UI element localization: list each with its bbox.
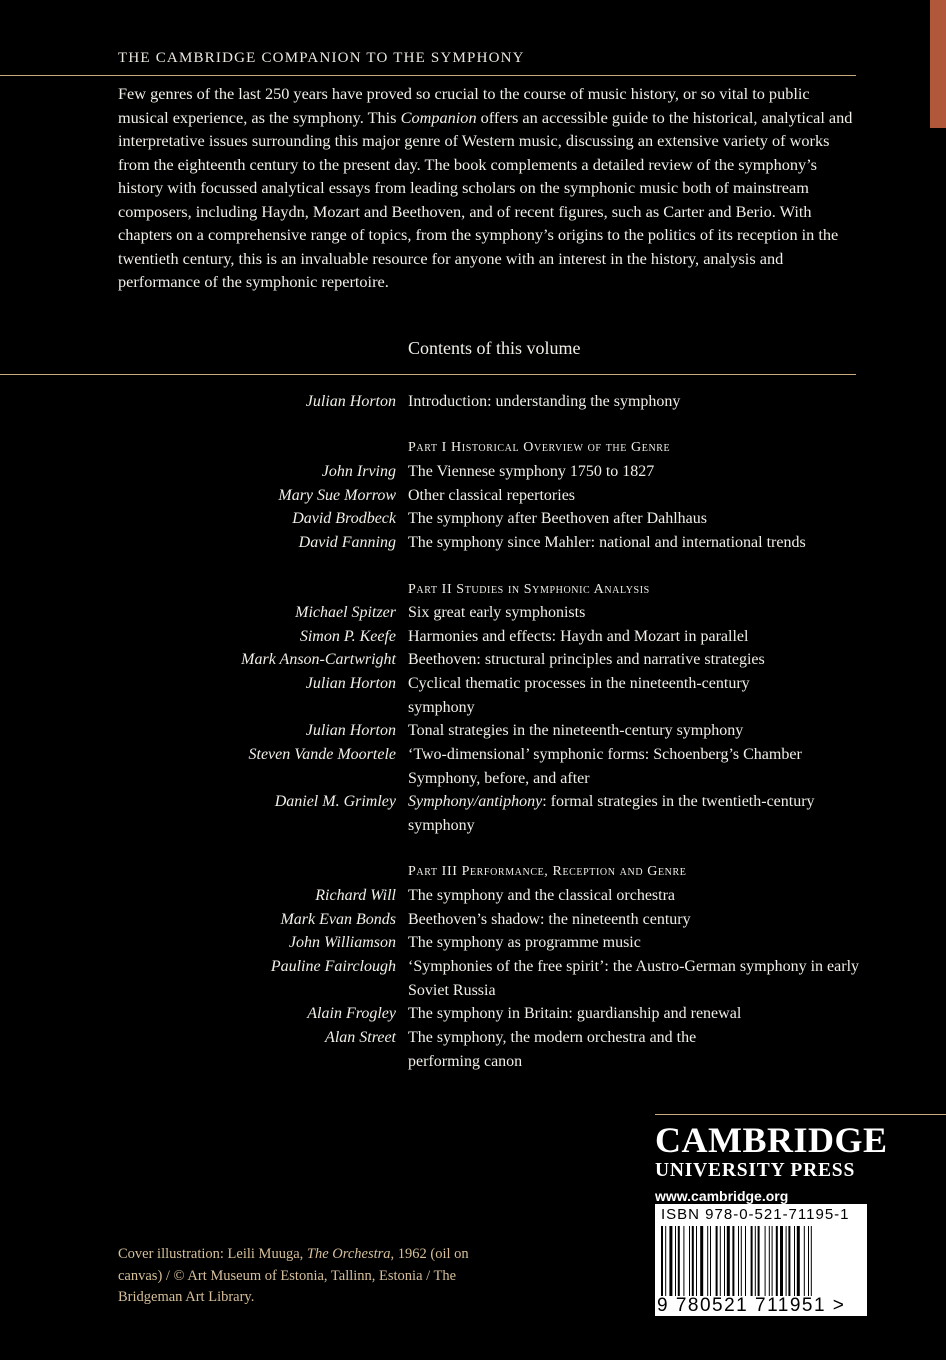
isbn-text: ISBN 978-0-521-71195-1 — [661, 1206, 850, 1223]
toc-author: John Irving — [321, 463, 396, 480]
barcode-bar — [665, 1226, 666, 1296]
toc-author: Pauline Fairclough — [270, 958, 396, 975]
barcode-bar — [724, 1226, 725, 1296]
toc-author: Alan Street — [325, 1029, 396, 1046]
toc-title: Beethoven: structural principles and narrative strategies — [408, 651, 765, 668]
barcode-bar — [696, 1226, 697, 1296]
credit-text-b: , 1962 (oil on canvas) / © Art Museum of Estonia, Tallinn, Estonia / The Bridgeman Art Library. — [118, 1246, 469, 1305]
toc-title-rest: : formal strategies in the twentieth-century symphony — [408, 793, 815, 834]
barcode-bar — [811, 1226, 812, 1296]
toc-title: Harmonies and effects: Haydn and Mozart in parallel — [408, 628, 749, 645]
toc-author: David Fanning — [298, 534, 396, 551]
toc-title: The symphony after Beethoven after Dahlhaus — [408, 510, 708, 527]
toc-title: ‘Symphonies of the free spirit’: the Austro-German symphony in early Soviet Russia — [408, 958, 860, 999]
toc-title: Other classical repertories — [408, 487, 576, 504]
series-title: THE CAMBRIDGE COMPANION TO THE SYMPHONY — [118, 50, 525, 66]
top-divider — [0, 75, 856, 76]
toc-title: The symphony, the modern orchestra and the performing canon — [408, 1029, 697, 1070]
barcode-bar — [675, 1226, 676, 1296]
barcode-bar — [738, 1226, 739, 1296]
publisher-divider — [655, 1114, 946, 1115]
barcode-bar — [804, 1226, 805, 1296]
toc-title: The symphony and the classical orchestra — [408, 887, 676, 904]
barcode-bar — [727, 1226, 730, 1296]
barcode-bar — [707, 1226, 708, 1296]
barcode-bar — [794, 1226, 795, 1296]
barcode-bar — [745, 1226, 746, 1296]
part-heading: Part I Historical Overview of the Genre — [408, 440, 671, 455]
description-emphasis: Companion — [400, 107, 477, 127]
publisher-name: CAMBRIDGE — [655, 1120, 888, 1160]
toc-title: ‘Two-dimensional’ symphonic forms: Schoenberg’s Chamber Symphony, before, and after — [408, 746, 802, 787]
toc-title: The Viennese symphony 1750 to 1827 — [408, 463, 655, 480]
barcode-bar — [720, 1226, 721, 1296]
barcode-bar — [689, 1226, 690, 1296]
publisher-logo — [655, 1120, 895, 1204]
barcode-bar — [769, 1226, 770, 1296]
toc-author: Richard Will — [315, 887, 396, 904]
barcode-bar — [710, 1226, 711, 1296]
description-text-a: Few genres of the last 250 years have proved so crucial to the course of music history, or so vital to public musical experience, as the symphony. This — [118, 84, 810, 127]
barcode-bar — [741, 1226, 742, 1296]
publisher-subtitle: UNIVERSITY PRESS — [655, 1160, 856, 1181]
barcode-bar — [780, 1226, 783, 1296]
contents-heading: Contents of this volume — [408, 338, 581, 358]
part-heading: Part III Performance, Reception and Genre — [408, 864, 687, 879]
cover-credit — [118, 1244, 478, 1309]
barcode-bars-icon — [659, 1226, 863, 1296]
book-description — [118, 82, 863, 294]
barcode-bar — [751, 1226, 753, 1296]
toc-author: Michael Spitzer — [295, 604, 396, 621]
barcode-bar — [669, 1226, 672, 1296]
toc-title: The symphony as programme music — [408, 934, 641, 951]
toc-author: John Williamson — [288, 934, 396, 951]
toc-title: Tonal strategies in the nineteenth-century symphony — [408, 722, 744, 739]
barcode-bar — [683, 1226, 684, 1296]
toc-author: Julian Horton — [305, 722, 396, 739]
part-heading: Part II Studies in Symphonic Analysis — [408, 582, 650, 597]
barcode-bar — [797, 1226, 800, 1296]
barcode-bar — [692, 1226, 694, 1296]
toc-author: Julian Horton — [305, 675, 396, 692]
toc-title: Introduction: understanding the symphony — [408, 393, 681, 410]
toc-author: Mary Sue Morrow — [278, 487, 396, 504]
barcode-bar — [678, 1226, 680, 1296]
barcode-bar — [765, 1226, 766, 1296]
toc-author: Julian Horton — [305, 393, 396, 410]
toc-title — [408, 790, 828, 837]
contents-divider — [0, 374, 856, 375]
barcode-bar — [700, 1226, 703, 1296]
barcode — [655, 1204, 867, 1316]
toc-title: Beethoven’s shadow: the nineteenth century — [408, 911, 691, 928]
toc-author: Alain Frogley — [307, 1005, 396, 1022]
barcode-bar — [732, 1226, 734, 1296]
ean-text: 9 780521 711951 > — [657, 1295, 846, 1316]
spine-color-strip — [930, 0, 946, 128]
barcode-bar — [661, 1226, 663, 1296]
toc-author: Mark Anson-Cartwright — [241, 651, 396, 668]
toc-author: Steven Vande Moortele — [248, 746, 396, 763]
toc-title-italic: Symphony/antiphony — [408, 793, 543, 810]
barcode-bar — [786, 1226, 787, 1296]
toc-title: The symphony since Mahler: national and international trends — [408, 534, 806, 551]
toc-title: Six great early symphonists — [408, 604, 586, 621]
barcode-bar — [758, 1226, 760, 1296]
toc-author: David Brodbeck — [292, 510, 396, 527]
publisher-url: www.cambridge.org — [655, 1188, 789, 1204]
toc-author: Simon P. Keefe — [299, 628, 396, 645]
barcode-bar — [716, 1226, 718, 1296]
toc-title: The symphony in Britain: guardianship and renewal — [408, 1005, 742, 1022]
barcode-bar — [788, 1226, 790, 1296]
barcode-bar — [772, 1226, 773, 1296]
credit-text-a: Cover illustration: Leili Muuga, — [118, 1246, 307, 1262]
barcode-bar — [755, 1226, 756, 1296]
barcode-bar — [776, 1226, 778, 1296]
description-text-b: offers an accessible guide to the historical, analytical and interpretative issues surrounding this major genre of Western music, discussing an extensive variety of works from the eighteenth century to the present day. The book complements a detailed review of the symphony’s history with focussed analytical essays from leading scholars on the symphonic music both of mainstream composers, including Haydn, Mozart and Beethoven, and of recent figures, such as Carter and Berio. With chapters on a comprehensive range of topics, from the symphony’s origins to the politics of its reception in the twentieth century, this is an invaluable resource for anyone with an interest in the history, analysis and performance of the symphonic repertoire. — [118, 107, 853, 291]
toc-author: Daniel M. Grimley — [274, 793, 396, 810]
barcode-bar — [808, 1226, 809, 1296]
credit-artwork-title: The Orchestra — [306, 1246, 391, 1262]
toc-author: Mark Evan Bonds — [280, 911, 396, 928]
toc-title: Cyclical thematic processes in the nineteenth-century symphony — [408, 675, 750, 716]
